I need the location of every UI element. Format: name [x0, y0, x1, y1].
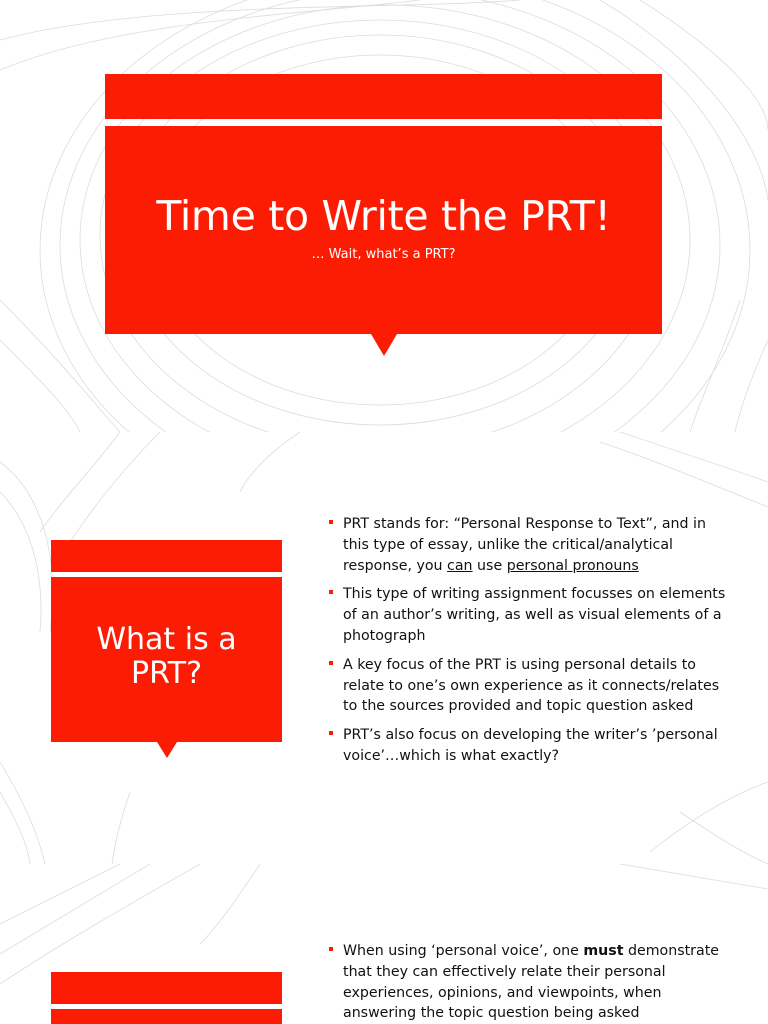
bullet-text-underlined: personal pronouns [506, 557, 639, 574]
bullet-text: A key focus of the PRT is using personal details to relate to one’s own experience as it connects/relates to the sources provided and topic question asked [343, 656, 720, 715]
bullet-item [328, 584, 728, 646]
bullet-item [328, 655, 728, 717]
section-title-line2: PRT? [130, 656, 202, 691]
section-title-pointer [157, 742, 177, 758]
bullet-text: demonstrate that they can effectively relate their personal experiences, opinions, and viewpoints, when answering the topic question being asked [343, 943, 719, 1022]
bullet-text-bold: must [583, 943, 624, 959]
section-title-line1: What is a [96, 622, 237, 657]
title-accent-bar [105, 74, 662, 119]
section-title-box [51, 577, 282, 742]
bullet-text: PRT stands for: “Personal Response to Text”, and in this type of essay, unlike the critical/analytical response, you [343, 516, 706, 574]
bullet-text-underlined: can [447, 557, 473, 574]
bullet-item [328, 514, 728, 576]
bullet-list [328, 941, 728, 1024]
bullet-text: PRT’s also focus on developing the writer’s ’personal voice’…which is what exactly? [343, 727, 718, 764]
bullet-item [328, 725, 728, 767]
bullet-text: use [472, 557, 507, 574]
slide-title: Time to Write the PRT! [156, 192, 611, 240]
title-box [105, 126, 662, 334]
title-box-pointer [371, 334, 397, 356]
personal-voice-slide [0, 864, 768, 1024]
section-accent-bar [51, 540, 282, 572]
section-title [51, 623, 282, 691]
title-slide [0, 0, 768, 432]
slide-subtitle: … Wait, what’s a PRT? [311, 247, 456, 262]
bullet-text: When using ‘personal voice’, one [343, 943, 584, 959]
bullet-list [328, 514, 728, 775]
what-is-prt-slide [0, 432, 768, 864]
section-accent-bar [51, 972, 282, 1004]
section-title-box [51, 1009, 282, 1024]
bullet-text: This type of writing assignment focusses on elements of an author’s writing, as well as visual elements of a photograph [343, 586, 726, 644]
bullet-item [328, 941, 728, 1024]
